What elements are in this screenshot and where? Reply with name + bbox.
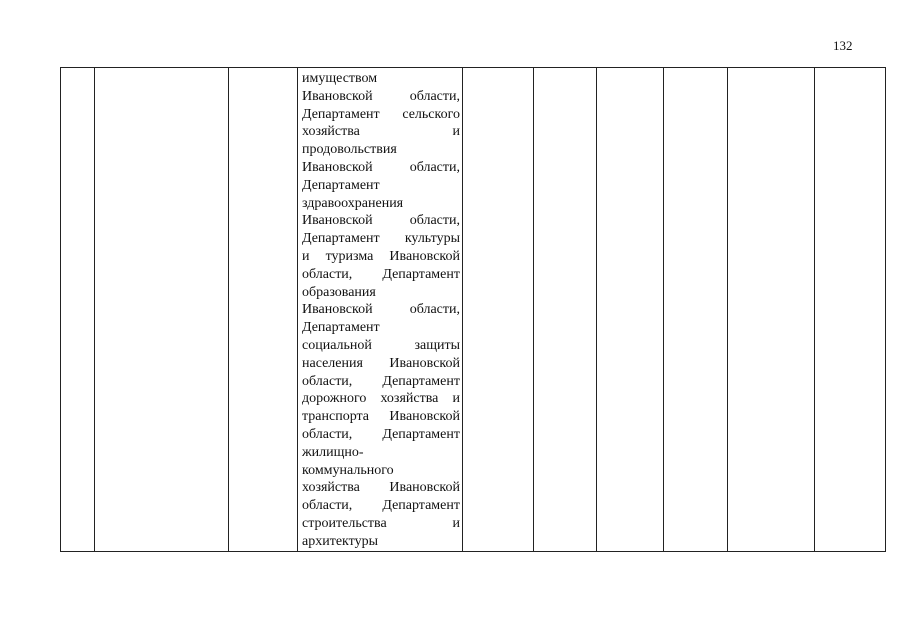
cell-text-line: области, Департамент <box>302 266 460 282</box>
cell-text-line: Департамент сельского <box>302 106 460 122</box>
cell-text-line: имуществом <box>302 71 378 86</box>
cell-text-line: Департамент <box>302 177 380 193</box>
table-cell-name <box>95 68 229 552</box>
table-cell-number <box>61 68 95 552</box>
cell-text-line: Ивановской области, <box>302 159 460 175</box>
cell-text-line: хозяйства и <box>302 124 460 140</box>
cell-text-line: области, Департамент <box>302 498 460 514</box>
document-table <box>60 67 886 552</box>
table-cell-empty <box>815 68 886 552</box>
cell-text-line: коммунального <box>302 462 394 478</box>
cell-text-line: Ивановской области, <box>302 213 460 229</box>
cell-text-line: населения Ивановской <box>302 355 460 371</box>
cell-text-line: хозяйства Ивановской <box>302 480 460 496</box>
cell-text-line: Ивановской области, <box>302 88 460 104</box>
table-cell-empty <box>463 68 534 552</box>
cell-text-line: продовольствия <box>302 142 397 158</box>
table-cell-empty <box>664 68 728 552</box>
table-cell-empty <box>728 68 815 552</box>
cell-text-line: жилищно- <box>302 444 364 460</box>
table-row <box>61 68 886 552</box>
cell-text-line: социальной защиты <box>302 337 460 353</box>
table-cell-empty <box>534 68 597 552</box>
cell-text-line: образования <box>302 284 376 300</box>
cell-text-line: архитектуры <box>302 533 378 549</box>
cell-text-line: Департамент культуры <box>302 231 460 247</box>
table-cell-empty <box>597 68 664 552</box>
cell-text-line: области, Департамент <box>302 373 460 389</box>
cell-text-line: Ивановской области, <box>302 302 460 318</box>
cell-text-line: дорожного хозяйства и <box>302 391 460 407</box>
responsible-executors-text <box>298 68 462 551</box>
table-cell-responsible <box>298 68 463 552</box>
cell-text-line: транспорта Ивановской <box>302 409 460 425</box>
cell-text-line: здравоохранения <box>302 195 404 211</box>
cell-text-line: области, Департамент <box>302 426 460 442</box>
table-cell-empty <box>229 68 298 552</box>
cell-text-line: строительства и <box>302 515 460 531</box>
cell-text-line: и туризма Ивановской <box>302 248 460 264</box>
page-number: 132 <box>833 38 853 53</box>
cell-text-line: Департамент <box>302 320 380 336</box>
